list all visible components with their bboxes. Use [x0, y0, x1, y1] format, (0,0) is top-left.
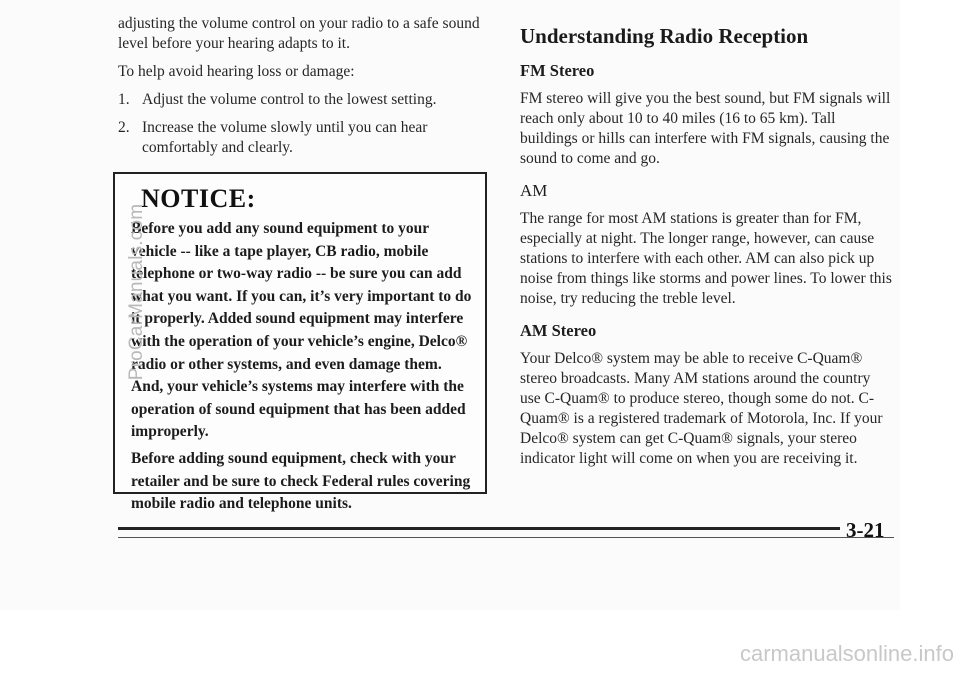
footer-rule-thick	[118, 527, 840, 530]
footer-rule-thin	[118, 537, 894, 538]
step-text: Increase the volume slowly until you can hear comfortably and clearly.	[142, 119, 428, 156]
am-stereo-section	[520, 321, 892, 469]
left-column	[118, 14, 498, 166]
notice-body	[131, 218, 477, 520]
am-text: The range for most AM stations is greater than for FM, especially at night. The longer range, however, can cause stations to interfere with each other. AM can also pick up noise from things like storms and power lines. To lower this noise, try reducing the treble level.	[520, 210, 892, 307]
fm-stereo-text: FM stereo will give you the best sound, but FM signals will reach only about 10 to 40 miles (16 to 65 km). Tall buildings or hills can interfere with FM signals, causing the sound to come and go.	[520, 90, 891, 167]
page-number: 3-21	[846, 518, 885, 542]
am-heading: AM	[520, 181, 548, 200]
am-section	[520, 181, 892, 309]
fm-stereo-section	[520, 61, 892, 169]
notice-box	[113, 172, 487, 513]
am-stereo-text: Your Delco® system may be able to receive C-Quam® stereo broadcasts. Many AM stations around the country use C-Quam® to produce stereo, though some do not. C-Quam® is a registered trademark of Motorola, Inc. If your Delco® system can get C-Quam® signals, your stereo indicator light will come on when you are receiving it.	[520, 350, 883, 467]
bottom-watermark: carmanualsonline.info	[739, 641, 954, 666]
section-title: Understanding Radio Reception	[520, 24, 809, 48]
hearing-prompt: To help avoid hearing loss or damage:	[118, 63, 355, 80]
step-number: 1.	[118, 91, 130, 108]
step-number: 2.	[118, 119, 130, 136]
am-stereo-heading: AM Stereo	[520, 321, 597, 340]
notice-paragraph-retailer: Before adding sound equipment, check with your retailer and be sure to check Federal rules covering mobile radio and telephone units.	[131, 449, 471, 513]
intro-paragraph: adjusting the volume control on your radio to a safe sound level before your hearing adapts to it.	[118, 15, 480, 52]
step-text: Adjust the volume control to the lowest setting.	[142, 91, 437, 108]
notice-heading: NOTICE:	[141, 184, 256, 213]
step-item	[118, 90, 498, 110]
fm-stereo-heading: FM Stereo	[520, 61, 595, 80]
right-column	[520, 14, 892, 481]
side-watermark: ProCarManuals.com	[126, 203, 147, 381]
step-item	[118, 118, 498, 158]
notice-paragraph-equipment: Before you add any sound equipment to your vehicle -- like a tape player, CB radio, mobile telephone or two-way radio -- be sure you can add what you want. If you can, it’s very important to do it properly. Added sound equipment may interfere with the operation of your vehicle’s engine, Delco® radio or other systems, and even damage them. And, your vehicle’s systems may interfere with the operation of sound equipment that has been added improperly.	[131, 220, 472, 441]
